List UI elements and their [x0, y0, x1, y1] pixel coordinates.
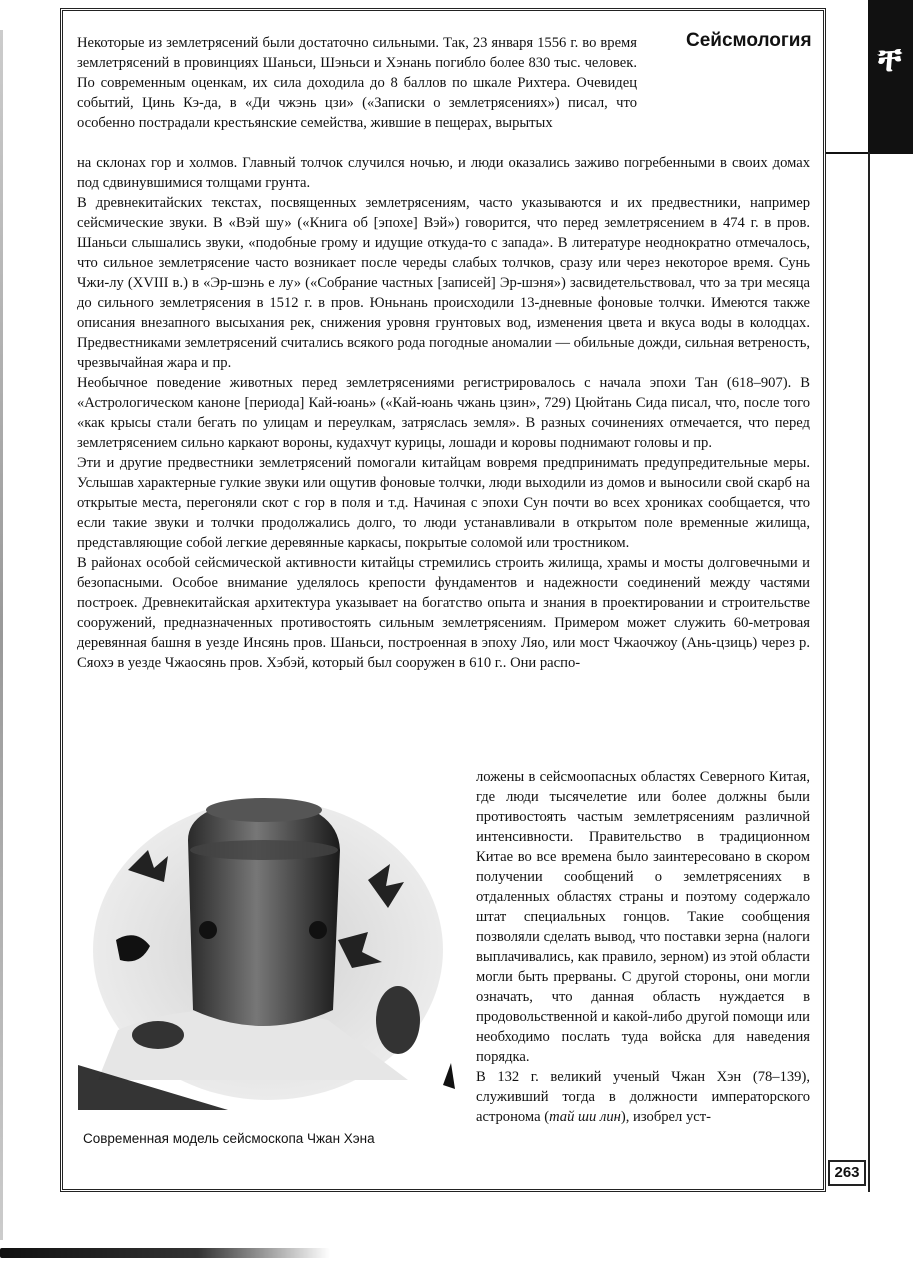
page-number: 263 — [828, 1160, 866, 1186]
page-edge-shadow — [0, 30, 3, 1240]
paragraph-1-rest: на склонах гор и холмов. Главный толчок случился ночью, и люди оказались заживо погребенными в своих домах под сдвинувшимися толщами грунта. — [77, 155, 810, 191]
paragraph-6-end: ), изобрел уст- — [620, 1109, 711, 1125]
paragraph-3: Необычное поведение животных перед землетрясениями регистрировалось с начала эпохи Тан (618–907). В «Астрологическом каноне [периода] Кай-юань» («Кай-юань чжань цзин», 729) Цюйтань Сида писал, что, после того «как крысы стали бегать по улицам и переулкам, затряслась земля». В разных сочинениях отмечается, что перед землетрясением сильно каркают вороны, кудахчут курицы, лошади и коровы поднимают головы и пр. — [77, 375, 810, 451]
paragraph-6-italic: тай ши лин — [549, 1109, 621, 1125]
paragraph-text: Некоторые из землетрясений были достаточно сильными. Так, 23 января 1556 г. во время землетрясений в провинциях Шаньси, Шэньси и Хэнань погибло более 830 тыс. человек. По современным оценкам, их сила доходила до 8 баллов по шкале Рихтера. Очевидец событий, Цинь Кэ-да, в «Ди чжэнь цзи» («Записки о землетрясениях») писал, что особенно пострадали крестьянские семейства, жившие в пещерах, вырытых — [77, 35, 637, 131]
paragraph-2: В древнекитайских текстах, посвященных землетрясениям, часто указываются и их предвестники, например сейсмические звуки. В «Вэй шу» («Книга об [эпохе] Вэй») говорится, что перед землетрясением в 474 г. в пров. Шаньси слышались звуки, «подобные грому и идущие откуда-то с запада». В литературе неоднократно отмечалось, что сильное землетрясение часто возникает после череды слабых толчков, сразу или через некоторое время. Сунь Чжи-лу (XVIII в.) в «Эр-шэнь е лу» («Собрание частных [записей] Эр-шэня») засвидетельствовал, что за три месяца до сильного землетрясения в 1512 г. в пров. Юньнань происходили 13-дневные фоновые толчки. Имеются также описания внезапного высыхания рек, снижения уровня грунтовых вод, изменения цвета и вкуса воды в колодцах. Предвестниками землетрясений считались всякого рода погодные аномалии — обильные дожди, сильная ветреность, чрезвычайная жара и пр. — [77, 195, 810, 371]
right-text-column — [476, 767, 810, 1127]
scan-smudge — [0, 1248, 330, 1258]
paragraph-4: Эти и другие предвестники землетрясений помогали китайцам вовремя предпринимать предупредительные меры. Услышав характерные гулкие звуки или ощутив фоновые толчки, люди выходили из домов и выносили свой скарб на открытые места, перегоняли скот с гор в поля и т.д. Начиная с эпохи Сун почти во всех хрониках сообщается, что если такие звуки и толчки продолжались долго, то люди устанавливали в открытом поле временные жилища, представляющие собой легкие деревянные каркасы, покрытые соломой или тростником. — [77, 455, 810, 551]
main-text-column — [77, 153, 810, 673]
paragraph-1-top — [77, 33, 637, 133]
figure-caption: Современная модель сейсмоскопа Чжан Хэна — [83, 1131, 375, 1146]
seismoscope-photo — [78, 780, 458, 1115]
section-title: Сейсмология — [686, 30, 812, 51]
chapter-tab-glyph-icon: ቸ — [878, 40, 902, 80]
paragraph-5-continued: ложены в сейсмоопасных областях Северного Китая, где люди тысячелетие или более должны были противостоять частым землетрясениям различной интенсивности. Правительство в традиционном Китае во все времена было заинтересовано в скором получении сообщений о землетрясениях в отдаленных областях страны и поэтому содержало штат специальных гонцов. Такие сообщения позволяли сделать вывод, что поставки зерна (налоги выплачивались, как правило, зерном) из этой области могли быть прерваны. С другой стороны, они могли означать, что данная область нуждается в продовольственной и какой-либо другой помощи или необходимо послать туда войска для наведения порядка. — [476, 769, 810, 1065]
paragraph-6-start: В 132 г. великий ученый Чжан Хэн (78–139), служивший тогда в должности императорского астронома ( — [476, 1069, 810, 1125]
paragraph-5: В районах особой сейсмической активности китайцы стремились строить жилища, храмы и мосты долговечными и безопасными. Особое внимание уделялось крепости фундаментов и надежности соединений между частями построек. Древнекитайская архитектура указывает на богатство опыта и знания в проектировании и строительстве сооружений, предназначенных противостоять сильным землетрясениям. Примером может служить 60-метровая деревянная башня в уезде Инсянь пров. Шаньси, построенная в эпоху Ляо, или мост Чжаочжоу (Ань-цзиць) через р. Сяохэ в уезде Чжаосянь пров. Хэбэй, который был сооружен в 610 г.. Они распо- — [77, 555, 810, 671]
paragraph-6 — [476, 1067, 810, 1127]
side-rule — [868, 152, 870, 1192]
